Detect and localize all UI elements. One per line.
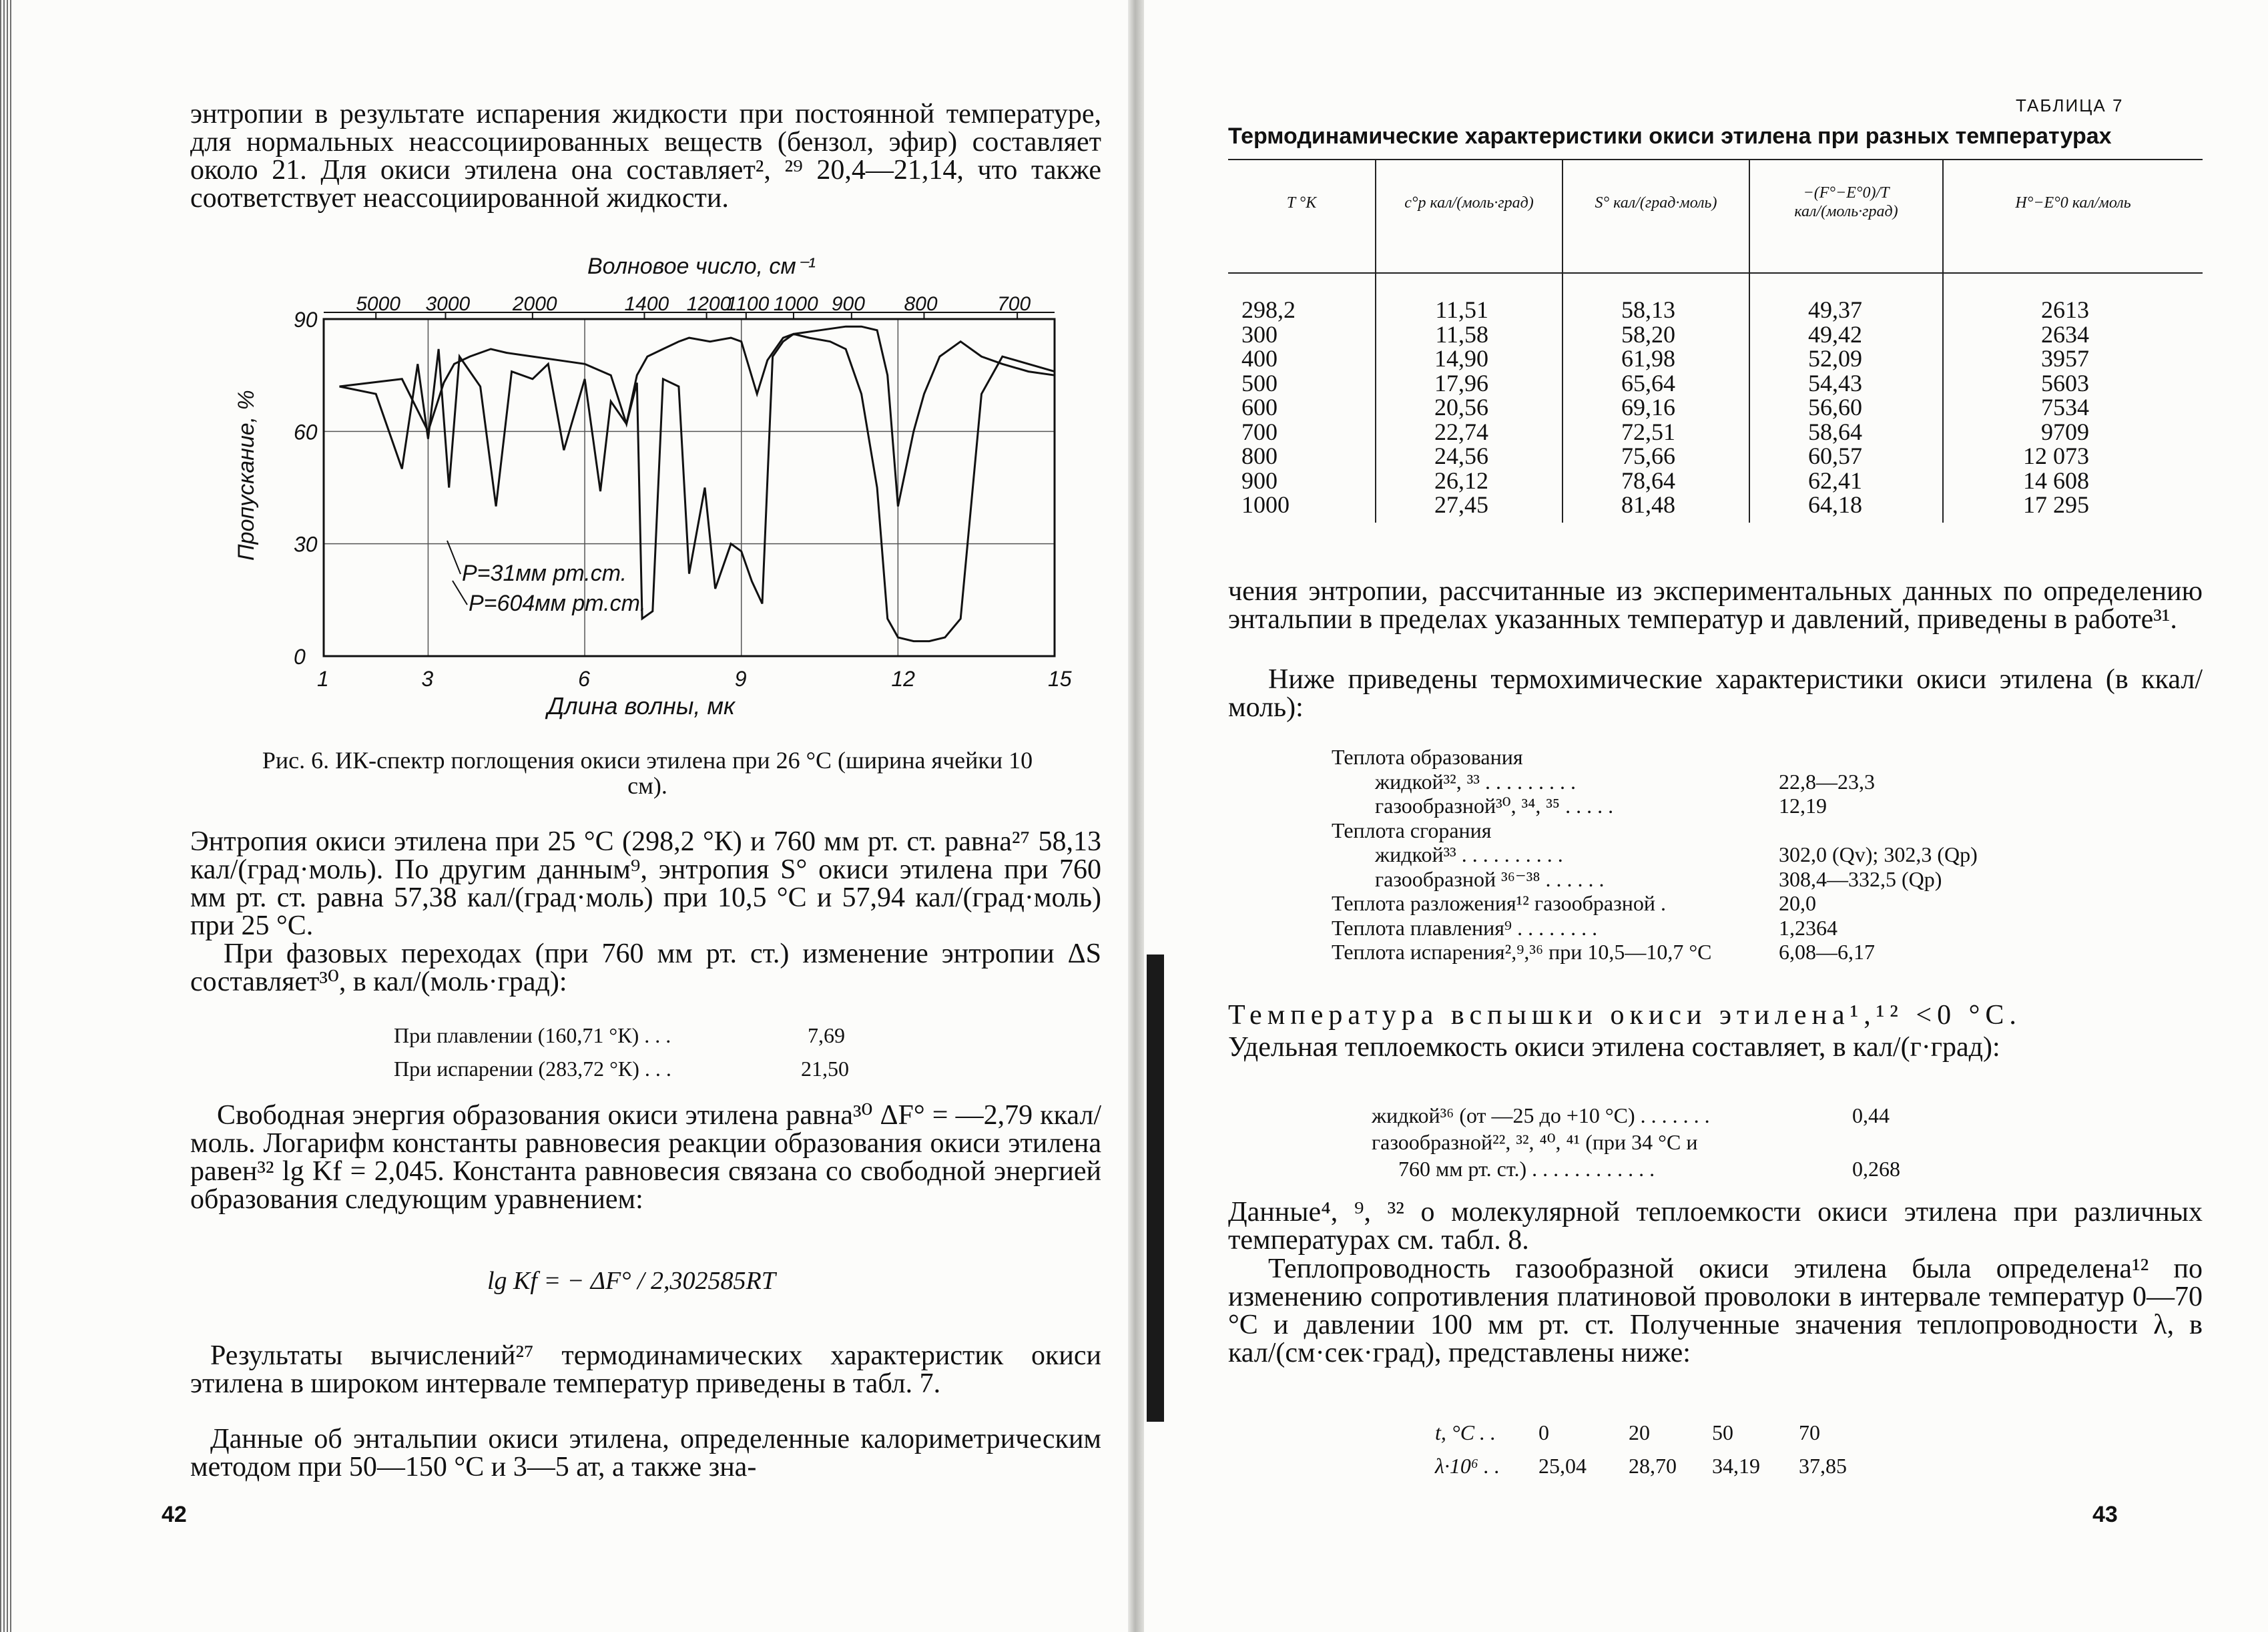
table-cell: 64,18 [1808, 491, 1862, 518]
paragraph-free-energy: Свободная энергия образования окиси этилена равна³⁰ ΔF° = —2,79 ккал/моль. Логарифм константы равновесия реакции образования окиси этилена равен³² lg Kf = 2,045. Константа равновесия связана со свободной энергией образования следующим уравнением: [190, 1100, 1101, 1215]
list-item-label: жидкой³³ . . . . . . . . . . [1375, 842, 1563, 866]
list-item-value: 12,19 [1779, 794, 1827, 818]
table-cell: 800 [1241, 443, 1278, 469]
equation: lg Kf = − ΔF° / 2,302585RT [487, 1267, 776, 1295]
table-cell: 400 [1241, 345, 1278, 372]
paragraph-entropy-continued: чения энтропии, рассчитанные из экспериментальных данных по определению энтальпии в пределах указанных температур и давлений, приведены в работе³¹. [1228, 576, 2203, 635]
series-604mm [340, 334, 1055, 641]
x-tick-label: 15 [1048, 667, 1072, 691]
x-axis-ticks [317, 667, 1072, 691]
list-item-label: Теплота разложения¹² газообразной . [1332, 891, 1666, 915]
paragraph-thermal-conductivity: Теплопроводность газообразной окиси этилена была определена¹² по изменению сопротивления платиновой проволоки в интервале температур 0—70 °С и давлении 100 мм рт. ст. Полученные значения теплопроводности λ, в кал/(см·сек·град), представлены ниже: [1228, 1254, 2203, 1368]
annotation-p604: P=604мм рт.ст. [469, 591, 647, 616]
annotation-p31: P=31мм рт.ст. [462, 561, 627, 586]
table-cell: 72,51 [1621, 418, 1675, 445]
table-cell: 69,16 [1621, 394, 1675, 421]
paragraph-enthalpy: Данные об энтальпии окиси этилена, определенные калориметрическим методом при 50—150 °С и 3—5 ат, а также зна- [190, 1424, 1101, 1482]
table-cell: 12 073 [2023, 443, 2089, 469]
conductivity-table [1435, 1422, 1969, 1488]
table-col-divider [1375, 159, 1376, 523]
top-tick-label: 1000 [773, 293, 818, 315]
y-tick-label: 60 [294, 420, 318, 445]
top-tick-label: 3000 [425, 293, 471, 315]
top-tick-label: 5000 [356, 293, 400, 315]
table-cell: 49,37 [1808, 296, 1862, 323]
list-item-label: 760 мм рт. ст.) . . . . . . . . . . . . [1398, 1157, 1655, 1181]
table-cell: 58,20 [1621, 320, 1675, 348]
x-tick-label: 12 [891, 667, 915, 691]
top-tick-label: 900 [831, 293, 865, 315]
list-item-value: 1,2364 [1779, 915, 1837, 940]
table-cell: 1000 [1241, 491, 1290, 518]
table-cell: 11,58 [1435, 320, 1488, 348]
table-cell: 20,56 [1434, 394, 1488, 421]
y-tick-label: 0 [294, 645, 306, 669]
table-cell: 75,66 [1621, 443, 1675, 469]
table-header-s: S° кал/(град·моль) [1595, 194, 1717, 212]
list-item-label: Теплота плавления⁹ . . . . . . . . [1332, 915, 1598, 940]
x-axis-label: Длина волны, мк [547, 692, 736, 720]
list-item-value: 0,44 [1852, 1103, 1890, 1127]
top-tick-label: 2000 [512, 293, 557, 315]
list-item-label: жидкой³², ³³ . . . . . . . . . [1375, 769, 1576, 794]
table-cell: 17 295 [2023, 491, 2089, 518]
table-top-rule [1228, 159, 2203, 160]
top-tick-label: 700 [997, 293, 1031, 315]
thermochemical-list [1332, 746, 2133, 967]
table-cell: 58,13 [1621, 296, 1675, 323]
conductivity-cell: 70 [1799, 1420, 1820, 1444]
x-tick-label: 9 [734, 667, 747, 691]
table-column-free-energy [1762, 298, 1862, 517]
y-tick-label: 90 [294, 308, 318, 332]
top-tick-label: 1200 [686, 293, 732, 315]
list-item-value: 22,8—23,3 [1779, 769, 1875, 794]
list-item-value: 302,0 (Qv); 302,3 (Qp) [1779, 842, 1978, 866]
conductivity-cell: 0 [1538, 1420, 1549, 1444]
phase-row-value: 21,50 [801, 1057, 849, 1081]
paragraph-heat-capacity: Удельная теплоемкость окиси этилена составляет, в кал/(г·град): [1228, 1032, 2000, 1063]
table-cell: 500 [1241, 369, 1278, 396]
table-cell: 300 [1241, 320, 1278, 348]
table-cell: 9709 [2041, 418, 2089, 445]
table-col-divider [1562, 159, 1563, 523]
chart-title: Волновое число, см⁻¹ [587, 254, 816, 279]
table-cell: 61,98 [1621, 345, 1675, 372]
list-item-label: газообразной³⁰, ³⁴, ³⁵ . . . . . [1375, 794, 1614, 818]
conductivity-cell: 34,19 [1712, 1454, 1760, 1478]
list-item-value: 0,268 [1852, 1157, 1900, 1181]
table-header-free-energy: −(F°−E°0)/T кал/(моль·град) [1794, 184, 1898, 220]
table-cell: 3957 [2041, 345, 2089, 372]
top-axis-ticks [324, 293, 1055, 319]
table-cell: 26,12 [1434, 467, 1488, 494]
phase-row-label: При испарении (283,72 °К) . . . [394, 1057, 671, 1081]
list-item-label: газообразной²², ³², ⁴⁰, ⁴¹ (при 34 °С и [1372, 1130, 1698, 1154]
paragraph-phase-transitions: При фазовых переходах (при 760 мм рт. ст.) изменение энтропии ΔS составляет³⁰, в кал/(моль·град): [190, 938, 1101, 997]
right-page [1135, 0, 2268, 1632]
conductivity-cell: 20 [1629, 1420, 1650, 1444]
table-cell: 81,48 [1621, 491, 1675, 518]
ir-spectrum-chart [234, 247, 1108, 741]
top-tick-label: 1100 [726, 293, 770, 315]
list-item-label: Теплота испарения²,⁹,³⁶ при 10,5—10,7 °С [1332, 940, 1712, 964]
table-cell: 56,60 [1808, 394, 1862, 421]
series-31mm [340, 326, 1055, 506]
y-tick-label: 30 [294, 532, 318, 557]
x-tick-label: 1 [317, 667, 329, 691]
table-header-cp: c°p кал/(моль·град) [1404, 194, 1534, 212]
table-number: ТАБЛИЦА 7 [2016, 95, 2124, 115]
table-cell: 58,64 [1808, 418, 1862, 445]
conductivity-cell: 28,70 [1629, 1454, 1677, 1478]
paragraph-thermochemical: Ниже приведены термохимические характеристики окиси этилена (в ккал/моль): [1228, 664, 2203, 723]
y-axis-label: Пропускание, % [234, 390, 259, 561]
table-cell: 900 [1241, 467, 1278, 494]
phase-row-label: При плавлении (160,71 °К) . . . [394, 1023, 671, 1047]
plot-frame [324, 319, 1055, 656]
table-cell: 49,42 [1808, 320, 1862, 348]
list-item-value: 6,08—6,17 [1779, 940, 1875, 964]
table-cell: 27,45 [1434, 491, 1488, 518]
table-column-enthalpy [1976, 298, 2089, 517]
table-cell: 17,96 [1434, 369, 1488, 396]
x-tick-label: 6 [578, 667, 590, 691]
conductivity-cell: 50 [1712, 1420, 1733, 1444]
paragraph-molar-heat: Данные⁴, ⁹, ³² о молекулярной теплоемкости окиси этилена при различных температурах см. табл. 8. [1228, 1197, 2203, 1256]
table-cell: 52,09 [1808, 345, 1862, 372]
conductivity-cell: 37,85 [1799, 1454, 1847, 1478]
table-header-t: T °К [1286, 194, 1317, 212]
conductivity-row-label: λ·10⁶ . . [1435, 1454, 1500, 1478]
table-column-s [1575, 298, 1675, 517]
table-cell: 11,51 [1435, 296, 1488, 323]
table-cell: 5603 [2041, 369, 2089, 396]
table-cell: 54,43 [1808, 369, 1862, 396]
table-header-enthalpy: H°−E°0 кал/моль [2015, 194, 2131, 212]
table-cell: 2634 [2041, 320, 2089, 348]
table-cell: 14,90 [1434, 345, 1488, 372]
table-title: Термодинамические характеристики окиси этилена при разных температурах [1228, 123, 2112, 149]
list-item-value: 20,0 [1779, 891, 1816, 915]
table-col-divider [1942, 159, 1944, 523]
table-cell: 65,64 [1621, 369, 1675, 396]
paragraph-flash-point: Температура вспышки окиси этилена¹,¹² <0 °С. [1228, 1000, 2022, 1031]
top-tick-label: 1400 [624, 293, 669, 315]
table-cell: 78,64 [1621, 467, 1675, 494]
page-number-right: 43 [2092, 1502, 2118, 1527]
conductivity-row-label: t, °С . . [1435, 1420, 1496, 1444]
x-tick-label: 3 [421, 667, 434, 691]
table-header-rule [1228, 272, 2203, 274]
table-column-cp [1388, 298, 1488, 517]
table-cell: 2613 [2041, 296, 2089, 323]
top-tick-label: 800 [904, 293, 938, 315]
list-item-label: жидкой³⁶ (от —25 до +10 °С) . . . . . . . [1372, 1103, 1710, 1127]
table-cell: 700 [1241, 418, 1278, 445]
page-number-left: 42 [162, 1502, 187, 1527]
table-cell: 24,56 [1434, 443, 1488, 469]
heat-capacity-list [1372, 1105, 2039, 1185]
conductivity-cell: 25,04 [1538, 1454, 1587, 1478]
table-cell: 62,41 [1808, 467, 1862, 494]
table-cell: 600 [1241, 394, 1278, 421]
table-cell: 7534 [2041, 394, 2089, 421]
phase-row-value: 7,69 [808, 1023, 845, 1047]
paragraph-results: Результаты вычислений²⁷ термодинамических характеристик окиси этилена в широком интервале температур приведены в табл. 7. [190, 1340, 1101, 1399]
list-item-value: 308,4—332,5 (Qp) [1779, 866, 1942, 891]
paragraph-entropy-evaporation: энтропии в результате испарения жидкости при постоянной температуре, для нормальных неассоциированных веществ (бензол, эфир) составляет около 21. Для окиси этилена она составляет², ²⁹ 20,4—21,14, что также соответствует неассоциированной жидкости. [190, 99, 1101, 214]
table-cell: 14 608 [2023, 467, 2089, 494]
table-cell: 298,2 [1241, 296, 1296, 323]
table-cell: 22,74 [1434, 418, 1488, 445]
figure-caption: Рис. 6. ИК-спектр поглощения окиси этилена при 26 °С (ширина ячейки 10 см). [262, 747, 1033, 799]
list-item-label: газообразной ³⁶⁻³⁸ . . . . . . [1375, 866, 1605, 891]
list-item-label: Теплота сгорания [1332, 818, 1492, 842]
y-axis-ticks [294, 308, 318, 669]
table-cell: 60,57 [1808, 443, 1862, 469]
paragraph-entropy-values: Энтропия окиси этилена при 25 °С (298,2 °К) и 760 мм рт. ст. равна²⁷ 58,13 кал/(град·моль). По другим данным⁹, энтропия S° окиси этилена при 760 мм рт. ст. равна 57,38 кал/(град·моль) при 10,5 °С и 57,94 кал/(град·моль) при 25 °С. [190, 826, 1101, 941]
phase-transition-list [394, 1025, 874, 1085]
chart-grid [324, 319, 1055, 656]
list-item-label: Теплота образования [1332, 745, 1523, 769]
annotation-leader-1 [447, 541, 461, 574]
table-column-t [1241, 298, 1328, 517]
